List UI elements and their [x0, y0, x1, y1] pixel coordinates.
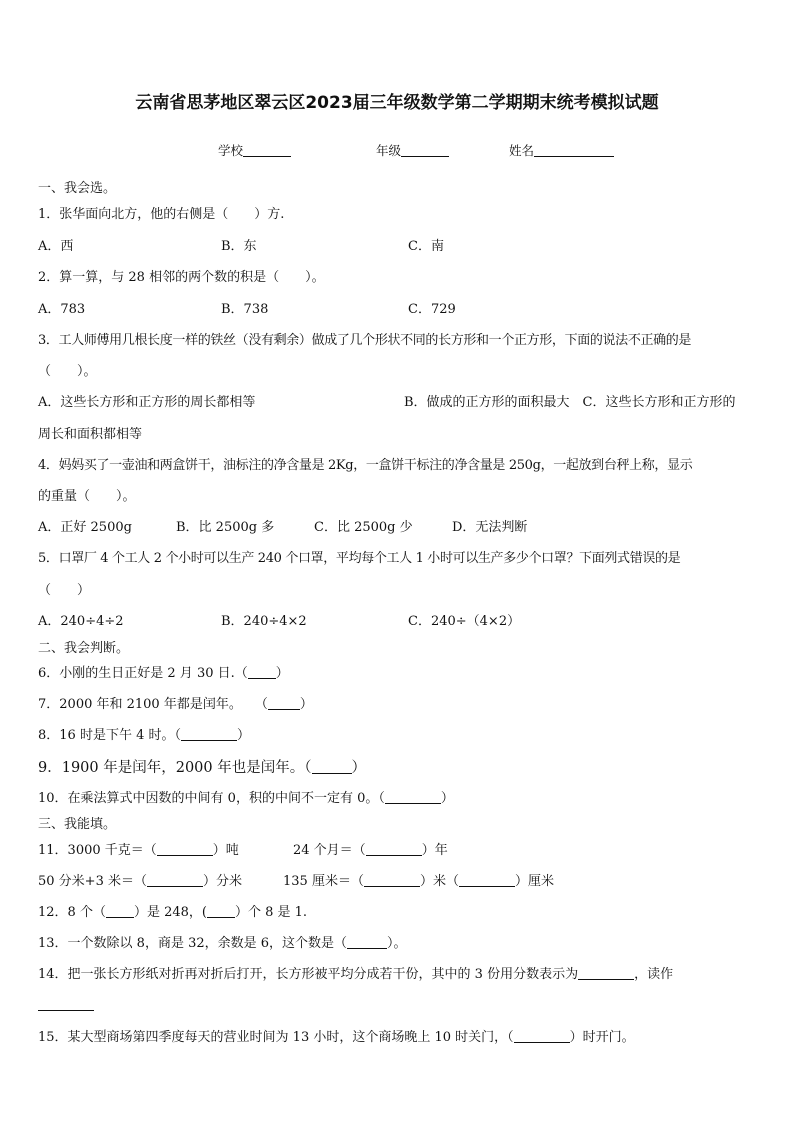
- question-4-line-1: 4．妈妈买了一壶油和两盒饼干，油标注的净含量是 2Kg，一盒饼干标注的净含量是 250g，一起放到台秤上称，显示: [38, 458, 693, 473]
- q5-option-c[interactable]: C．240÷（4×2）: [408, 614, 521, 629]
- q11-year-blank[interactable]: [366, 842, 422, 856]
- q11-meter-blank[interactable]: [364, 873, 420, 887]
- q13-answer-blank[interactable]: [347, 935, 387, 949]
- question-3-line-1: 3．工人师傅用几根长度一样的铁丝（没有剩余）做成了几个形状不同的长方形和一个正方形，下面的说法不正确的是: [38, 333, 692, 348]
- name-blank[interactable]: [534, 143, 614, 157]
- question-14: 14．把一张长方形纸对折再对折后打开，长方形被平均分成若干份，其中的 3 份用分数表示为 ，读作: [38, 967, 674, 982]
- question-11-part-3: 50 分米+3 米＝（ ）分米: [38, 874, 242, 889]
- question-14-line-2: [38, 997, 94, 1015]
- q2-option-b[interactable]: B．738: [221, 302, 269, 317]
- question-1: 1．张华面向北方，他的右侧是（ ）方.: [38, 207, 285, 222]
- question-2: 2．算一算，与 28 相邻的两个数的积是（ ）。: [38, 270, 325, 285]
- q5-option-a[interactable]: A．240÷4÷2: [38, 614, 124, 629]
- q3-option-c-continued: 周长和面积都相等: [38, 427, 143, 442]
- school-field[interactable]: 学校: [218, 141, 291, 159]
- q11-decimeter-blank[interactable]: [147, 873, 203, 887]
- school-blank[interactable]: [243, 143, 291, 157]
- q8-answer-blank[interactable]: [181, 727, 237, 741]
- question-8: 8．16 时是下午 4 时。（ ）: [38, 728, 250, 743]
- question-15: 15．某大型商场第四季度每天的营业时间为 13 小时，这个商场晚上 10 时关门，（ ）时开门。: [38, 1030, 635, 1045]
- q1-option-a[interactable]: A．西: [38, 239, 74, 254]
- question-10: 10．在乘法算式中因数的中间有 0，积的中间不一定有 0。（ ）: [38, 791, 454, 806]
- question-7: 7．2000 年和 2100 年都是闰年。 （ ）: [38, 697, 313, 712]
- question-9: 9．1900 年是闰年，2000 年也是闰年。（ ）: [38, 760, 366, 776]
- q6-answer-blank[interactable]: [248, 665, 276, 679]
- question-5-line-2: （ ）: [38, 583, 91, 598]
- q1-option-c[interactable]: C．南: [408, 239, 444, 254]
- q11-centimeter-blank[interactable]: [459, 873, 515, 887]
- name-field[interactable]: 姓名: [509, 141, 614, 159]
- q15-answer-blank[interactable]: [514, 1029, 570, 1043]
- question-6: 6．小刚的生日正好是 2 月 30 日.（ ）: [38, 666, 289, 681]
- q4-option-b[interactable]: B．比 2500g 多: [176, 520, 275, 535]
- q14-reading-blank[interactable]: [38, 997, 94, 1011]
- question-3-line-2: （ ）。: [38, 364, 97, 379]
- q4-option-a[interactable]: A．正好 2500g: [38, 520, 132, 535]
- question-12: 12．8 个（ ）是 248，( ）个 8 是 1.: [38, 905, 308, 920]
- section-heading-fill: 三、我能填。: [38, 817, 117, 832]
- section-heading-judge: 二、我会判断。: [38, 641, 130, 656]
- question-4-line-2: 的重量（ ）。: [38, 489, 136, 504]
- q11-ton-blank[interactable]: [157, 842, 213, 856]
- page-title: 云南省思茅地区翠云区2023届三年级数学第二学期期末统考模拟试题: [135, 93, 659, 113]
- section-heading-choose: 一、我会选。: [38, 181, 117, 196]
- q7-answer-blank[interactable]: [268, 696, 300, 710]
- q2-option-c[interactable]: C．729: [408, 302, 456, 317]
- grade-field[interactable]: 年级: [376, 141, 449, 159]
- q10-answer-blank[interactable]: [385, 790, 441, 804]
- q9-answer-blank[interactable]: [312, 760, 352, 774]
- q4-option-c[interactable]: C．比 2500g 少: [314, 520, 413, 535]
- q14-fraction-blank[interactable]: [578, 966, 634, 980]
- q12-blank-2[interactable]: [207, 904, 235, 918]
- grade-blank[interactable]: [401, 143, 449, 157]
- question-5-line-1: 5．口罩厂 4 个工人 2 个小时可以生产 240 个口罩，平均每个工人 1 小时可以生产多少个口罩？下面列式错误的是: [38, 551, 681, 566]
- q2-option-a[interactable]: A．783: [38, 302, 86, 317]
- student-info-line: [0, 141, 794, 159]
- q3-option-bc[interactable]: B．做成的正方形的面积最大 C．这些长方形和正方形的: [404, 395, 736, 410]
- question-11-part-4: 135 厘米＝（ ）米（ ）厘米: [283, 874, 554, 889]
- question-11-part-2: 24 个月＝（ ）年: [293, 843, 448, 858]
- q4-option-d[interactable]: D．无法判断: [452, 520, 528, 535]
- q5-option-b[interactable]: B．240÷4×2: [221, 614, 307, 629]
- q12-blank-1[interactable]: [106, 904, 134, 918]
- question-13: 13．一个数除以 8，商是 32，余数是 6，这个数是（ ）。: [38, 936, 407, 951]
- question-11-part-1: 11．3000 千克＝（ ）吨: [38, 843, 239, 858]
- q1-option-b[interactable]: B．东: [221, 239, 257, 254]
- q3-option-a[interactable]: A．这些长方形和正方形的周长都相等: [38, 395, 256, 410]
